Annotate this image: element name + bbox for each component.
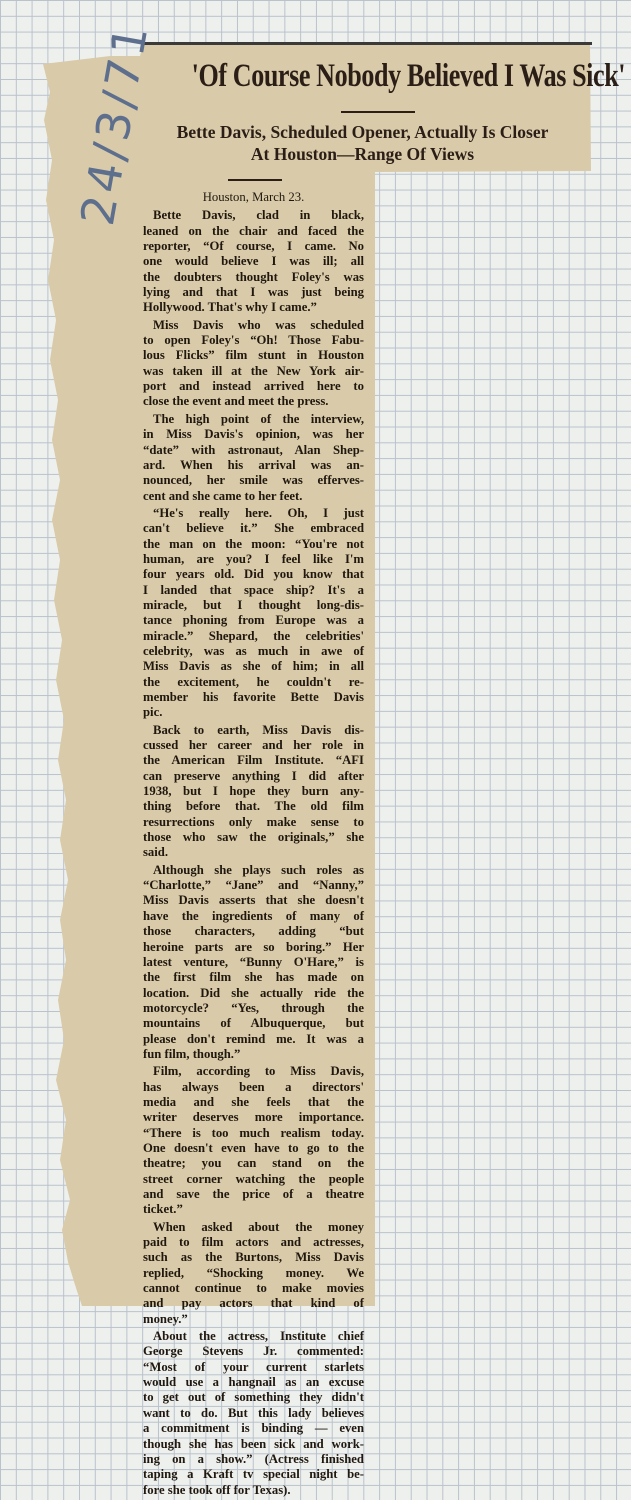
article-line: “date” with astronaut, Alan Shep- [143,442,364,457]
article-paragraph [143,1329,364,1498]
article-paragraph [143,723,364,861]
article-line: About the actress, Institute chief [153,1329,364,1344]
article-line: have the ingredients of many of [143,908,364,923]
article-line: lous Flicks” film stunt in Houston [143,348,364,363]
article-line: the first film she has made on [143,970,364,985]
article-line: One doesn't even have to go to the [143,1140,364,1155]
article-line: cannot continue to make movies [143,1281,364,1296]
article-line: writer deserves more importance. [143,1110,364,1125]
deck-rule [228,179,282,181]
article-line: port and instead arrived here to [143,379,364,394]
article-line: please don't remind me. It was a [143,1031,364,1046]
article-line: such as the Burtons, Miss Davis [143,1250,364,1265]
article-line: ard. When his arrival was an- [143,457,364,472]
article-line: four years old. Did you know that [143,567,364,582]
article-line: theatre; you can stand on the [143,1156,364,1171]
article-line: the excitement, he couldn't re- [143,674,364,689]
article-line: reporter, “Of course, I came. No [143,239,364,254]
article-line: street corner watching the people [143,1171,364,1186]
article-line: was taken ill at the New York air- [143,363,364,378]
article-line: the American Film Institute. “AFI [143,753,364,768]
article-line: celebrity, was as much in awe of [143,643,364,658]
article-line: “He's really here. Oh, I just [153,505,364,520]
article-line: member his favorite Bette Davis [143,690,364,704]
article-line: can preserve anything I did after [143,768,364,783]
article-line: and pay actors that kind of [143,1296,364,1311]
article-line: money.” [143,1311,188,1326]
article-paragraph [143,1220,364,1327]
article-line: thing before that. The old film [143,799,364,814]
article-line: can't believe it.” She embraced [143,521,364,536]
article-line: motorcycle? “Yes, through the [143,1000,364,1015]
article-line: heroine parts are so boring.” Her [143,939,364,954]
article-line: to open Foley's “Oh! Those Fabu- [143,333,364,348]
article-line: When asked about the money [153,1219,364,1234]
article-line: and save the price of a theatre [143,1187,364,1201]
clipping-top-edge [143,42,592,45]
article-line: fore she took off for Texas). [143,1482,291,1497]
article-paragraph [143,506,364,721]
article-line: pic. [143,705,163,720]
article-line: paid to film actors and actresses, [143,1235,364,1250]
article-line: mountains of Albuquerque, but [143,1016,364,1031]
article-line: 1938, but I hope they burn any- [143,784,364,799]
article-line: one would believe I was ill; all [143,254,364,269]
article-line: George Stevens Jr. commented: [143,1344,364,1359]
headline: 'Of Course Nobody Believed I Was Sick' [191,58,626,94]
article-line: those who saw the originals,” she [143,830,364,845]
subheadline [145,121,580,165]
article-line: close the event and meet the press. [143,394,329,409]
article-line: would use a hangnail as an excuse [143,1375,364,1390]
article-line: Miss Davis asserts that she doesn't [143,893,364,908]
article-paragraph [143,318,364,410]
article-line: “Most of your current starlets [143,1359,364,1374]
article-line: a commitment is binding — even [143,1421,364,1436]
article-line: Film, according to Miss Davis, [153,1064,364,1079]
article-line: in Miss Davis's opinion, was her [143,427,364,442]
article-line: taping a Kraft tv special night be- [143,1467,364,1482]
article-line: Although she plays such roles as [153,862,364,877]
article-line: media and she feels that the [143,1094,364,1109]
article-line: resurrections only make sense to [143,814,364,829]
article-line: ticket.” [143,1202,183,1217]
article-line: Back to earth, Miss Davis dis- [153,722,364,737]
article-line: those characters, adding “but [143,924,364,939]
article-body [143,190,364,1500]
article-line: has always been a directors' [143,1079,364,1094]
article-paragraph [143,863,364,1062]
article-line: the doubters thought Foley's was [143,269,364,284]
article-line: Hollywood. That's why I came.” [143,300,317,315]
article-line: tance phoning from Europe was a [143,613,364,628]
article-line: ing on a show.” (Actress finished [143,1451,364,1466]
article-line: “Charlotte,” “Jane” and “Nanny,” [143,878,364,893]
article-line: Miss Davis who was scheduled [153,317,364,332]
subheadline-line: At Houston—Range Of Views [250,144,475,164]
article-line: though she has been sick and work- [143,1436,364,1451]
article-line: replied, “Shocking money. We [143,1265,364,1280]
headline-rule [341,111,415,113]
article-line: cent and she came to her feet. [143,488,303,503]
article-line: leaned on the chair and faced the [143,223,364,238]
article-line: “There is too much realism today. [143,1125,364,1140]
handwritten-date: 24/3/71 [70,17,159,230]
article-line: latest venture, “Bunny O'Hare,” is [143,954,364,969]
article-line: cussed her career and her role in [143,738,364,753]
article-line: nounced, her smile was efferves- [143,473,364,488]
article-paragraph [143,412,364,504]
article-line: want to do. But this lady believes [143,1405,364,1420]
article-line: fun film, though.” [143,1046,241,1061]
article-paragraph [143,1064,364,1217]
article-line: said. [143,845,169,860]
article-line: the man on the moon: “You're not [143,536,364,551]
article-line: human, are you? I feel like I'm [143,551,364,566]
article-line: lying and that I was just being [143,285,364,300]
article-line: The high point of the interview, [153,411,364,426]
article-line: miracle, but I thought long-dis- [143,597,364,612]
article-line: Miss Davis as she of him; in all [143,659,364,674]
article-line: location. Did she actually ride the [143,985,364,1000]
subheadline-line: Bette Davis, Scheduled Opener, Actually Is Closer [176,122,549,142]
article-line: to get out of something they didn't [143,1390,364,1405]
article-paragraph [143,208,364,315]
article-line: I landed that space ship? It's a [143,582,364,597]
article-line: miracle.” Shepard, the celebrities' [143,628,364,643]
article-line: Bette Davis, clad in black, [153,208,364,223]
dateline: Houston, March 23. [202,190,305,204]
